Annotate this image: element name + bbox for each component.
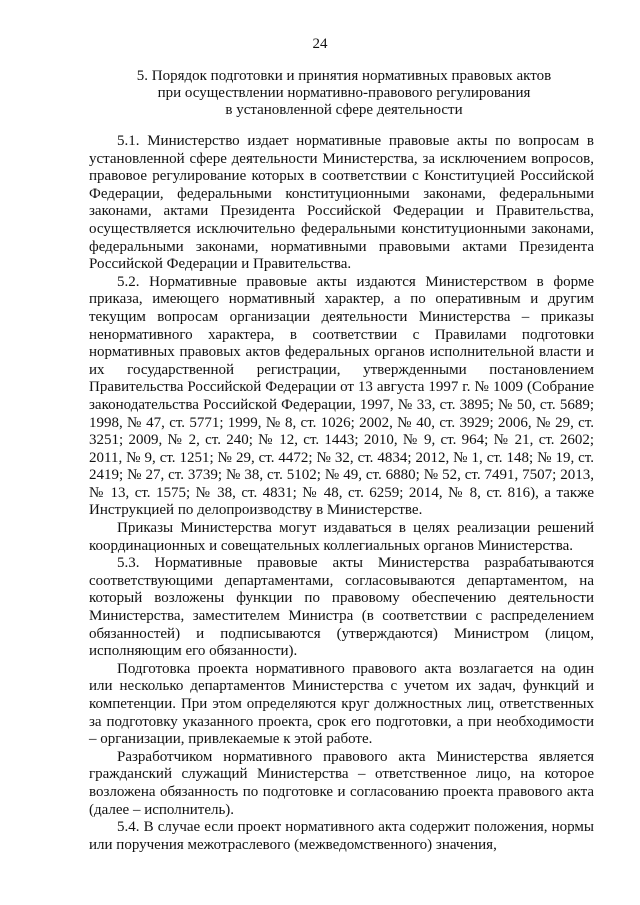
- page-number: 24: [312, 36, 328, 52]
- paragraph-orders: Приказы Министерства могут издаваться в целях реализации решений координационных и совещательных коллегиальных органов Министерства.: [89, 520, 594, 554]
- section-heading-line: при осуществлении нормативно-правового регулирования: [157, 85, 531, 101]
- section-heading-line: в установленной сфере деятельности: [225, 102, 463, 118]
- paragraph-5-3: 5.3. Нормативные правовые акты Министерства разрабатываются соответствующими департаментами, согласовываются департаментом, на который возложены функции по правовому обеспечению деятельности Министерства, заместителем Министра (в соответствии с распределением обязанностей) и подписываются (утверждаются) Министром (лицом, исполняющим его обязанности).: [89, 555, 594, 660]
- paragraph-developer: Разработчиком нормативного правового акта Министерства является гражданский служащий Министерства – ответственное лицо, на которое возложена обязанность по подготовке и согласованию проекта правового акта (далее – исполнитель).: [89, 748, 594, 818]
- paragraph-5-4: 5.4. В случае если проект нормативного акта содержит положения, нормы или поручения межотраслевого (межведомственного) значения,: [89, 819, 594, 853]
- section-heading: [80, 68, 608, 119]
- paragraph-preparation: Подготовка проекта нормативного правового акта возлагается на один или несколько департаментов Министерства с учетом их задач, функций и компетенции. При этом определяются круг должностных лиц, ответственных за подготовку указанного проекта, срок его подготовки, а при необходимости – организации, привлекаемые к этой работе.: [89, 660, 594, 748]
- paragraph-5-2: 5.2. Нормативные правовые акты издаются Министерством в форме приказа, имеющего нормативный характер, а по оперативным и другим текущим вопросам организации деятельности Министерства – приказы ненормативного характера, в соответствии с Правилами подготовки нормативных правовых актов федеральных органов исполнительной власти и их государственной регистрации, утвержденными постановлением Правительства Российской Федерации от 13 августа 1997 г. № 1009 (Собрание законодательства Российской Федерации, 1997, № 33, ст. 3895; № 50, ст. 5689; 1998, № 47, ст. 5771; 1999, № 8, ст. 1026; 2002, № 40, ст. 3929; 2006, № 29, ст. 3251; 2009, № 2, ст. 240; № 12, ст. 1443; 2010, № 9, ст. 964; № 21, ст. 2602; 2011, № 9, ст. 1251; № 29, ст. 4472; № 32, ст. 4834; 2012, № 1, ст. 148; № 19, ст. 2419; № 27, ст. 3739; № 38, ст. 5102; № 49, ст. 6880; № 52, ст. 7491, 7507; 2013, № 13, ст. 1575; № 38, ст. 4831; № 48, ст. 6259; 2014, № 8, ст. 816), а также Инструкцией по делопроизводству в Министерстве.: [89, 273, 594, 519]
- paragraph-5-1: 5.1. Министерство издает нормативные правовые акты по вопросам в установленной сфере деятельности Министерства, за исключением вопросов, правовое регулирование которых в соответствии с Конституцией Российской Федерации, федеральными конституционными законами, федеральными законами, актами Президента Российской Федерации и Правительства, осуществляется исключительно федеральными конституционными законами, федеральными законами, нормативными правовыми актами Президента Российской Федерации и Правительства.: [89, 133, 594, 273]
- section-heading-line: 5. Порядок подготовки и принятия нормативных правовых актов: [136, 68, 552, 84]
- body-text: [89, 133, 594, 854]
